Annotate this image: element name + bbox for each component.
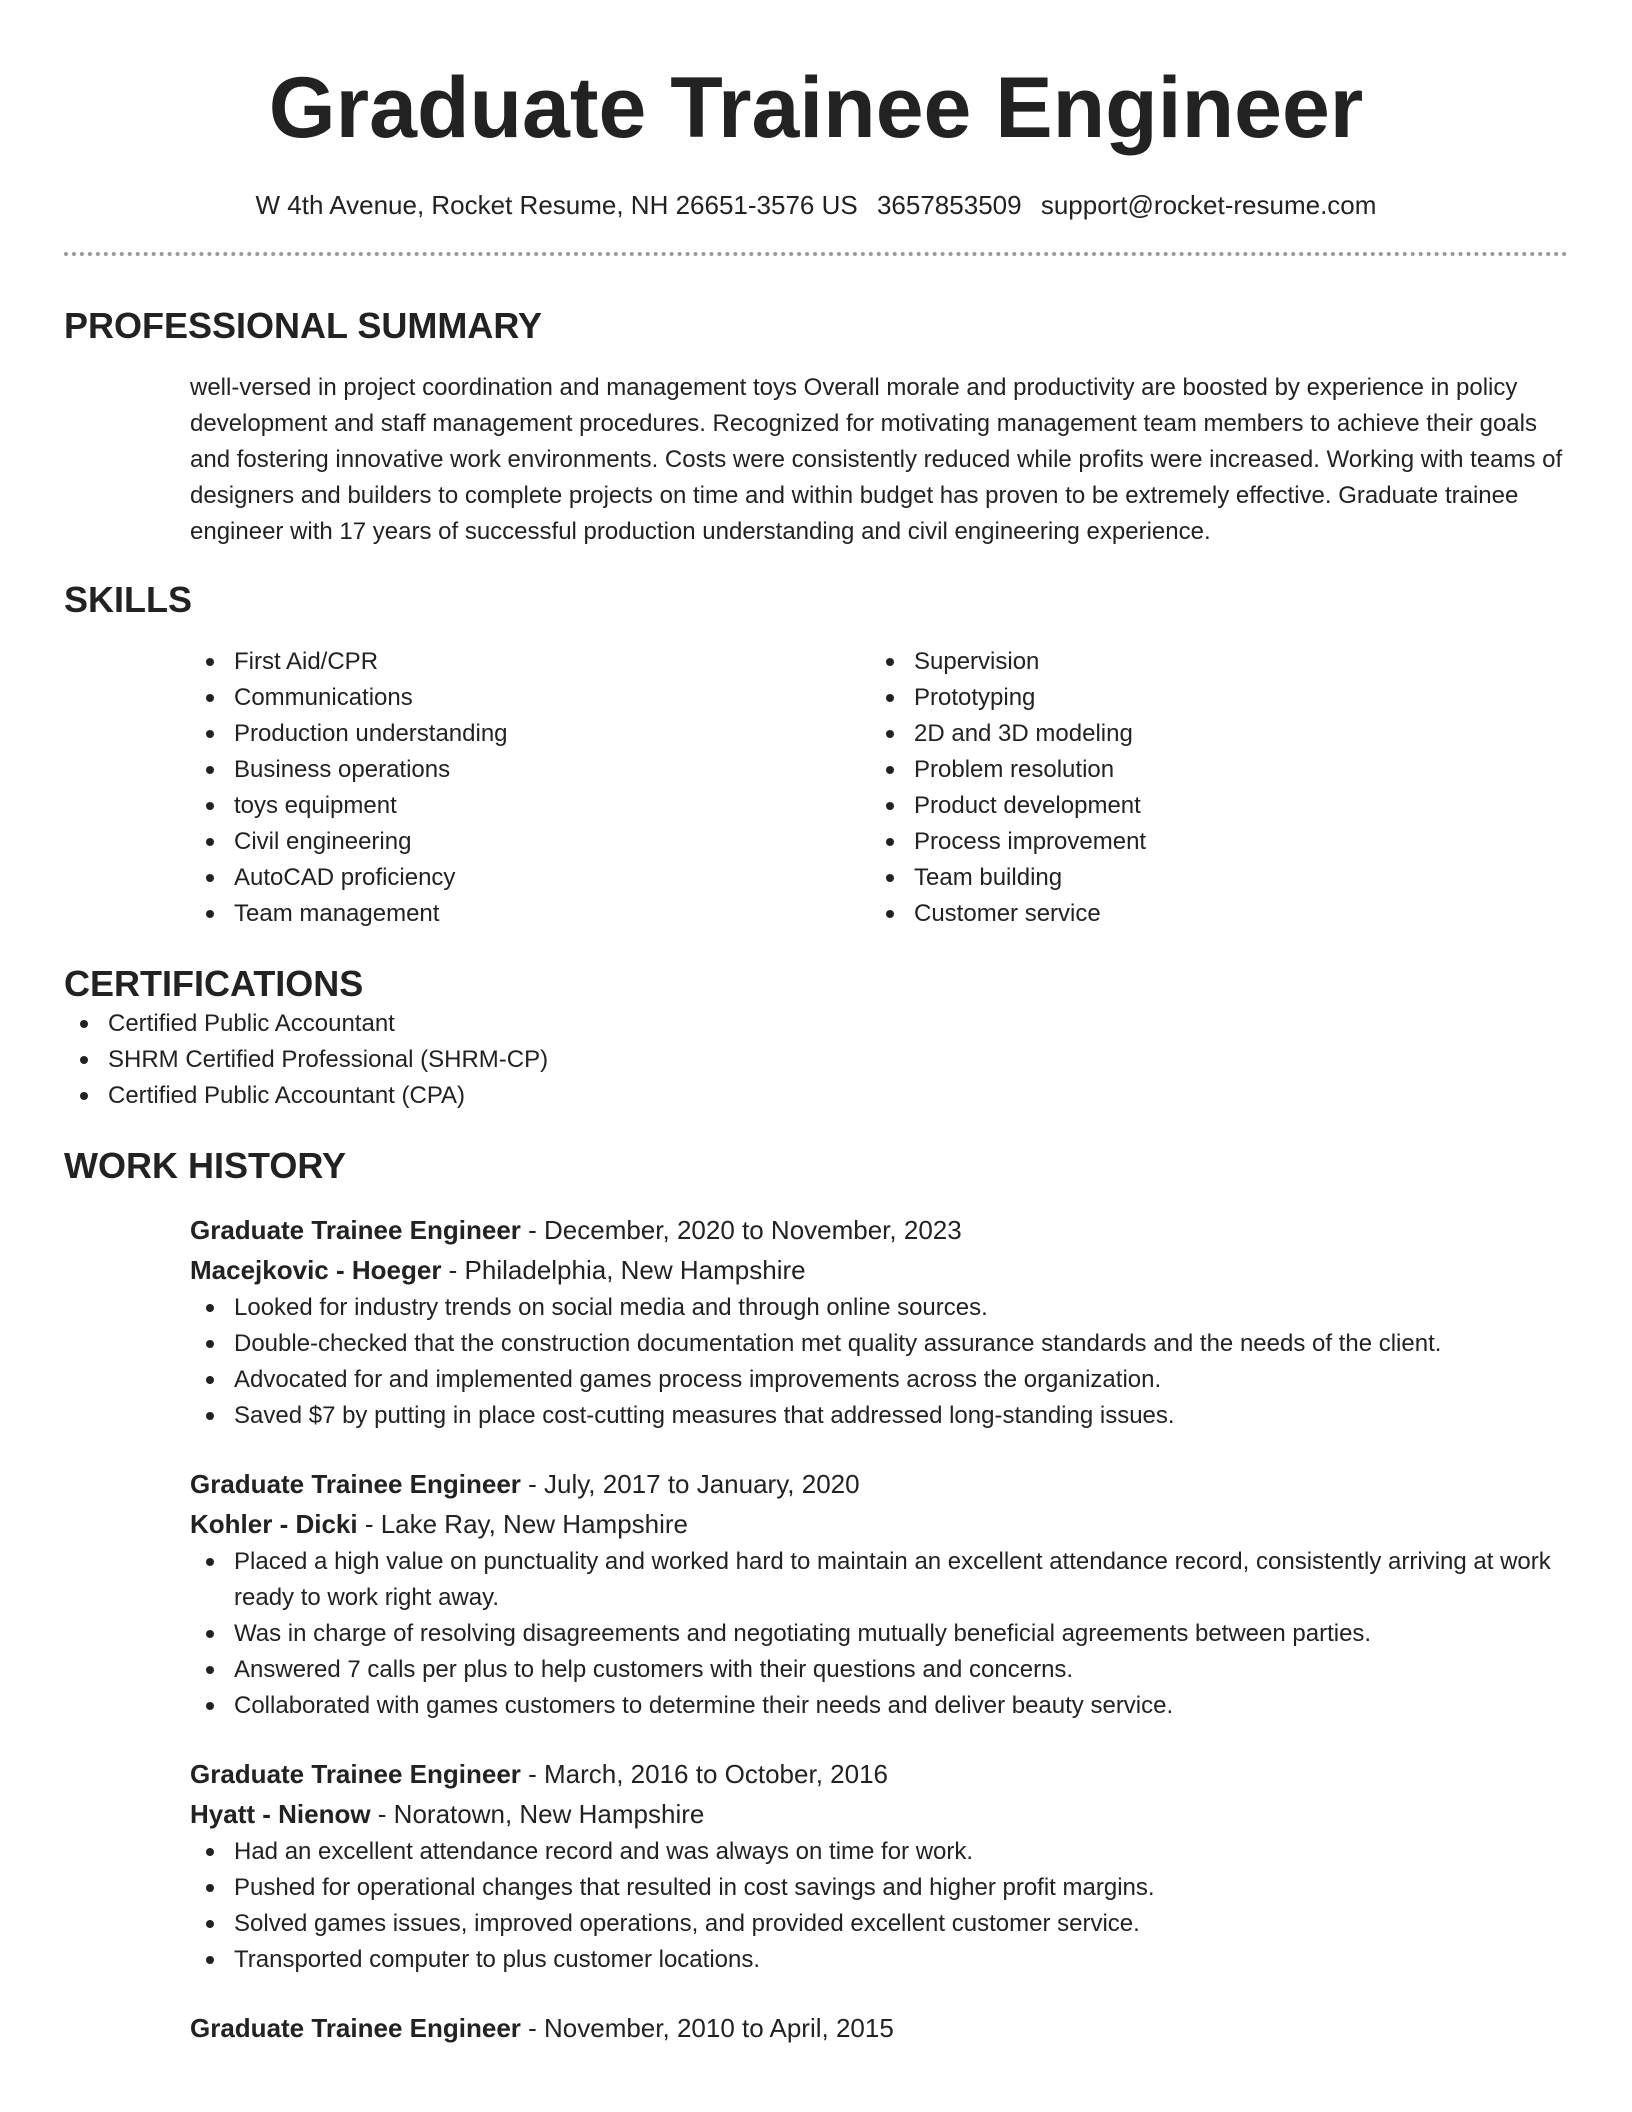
skills-column-left [190, 644, 870, 932]
skill-item: Prototyping [870, 680, 1550, 716]
job-bullet: Had an excellent attendance record and was always on time for work. [190, 1834, 1568, 1870]
skill-item: Customer service [870, 896, 1550, 932]
job-company: Kohler - Dicki [190, 1509, 358, 1539]
job-title-line [190, 1210, 1568, 1250]
job-title-line [190, 1464, 1568, 1504]
job-role: Graduate Trainee Engineer [190, 2013, 521, 2043]
job-bullet: Placed a high value on punctuality and worked hard to maintain an excellent attendance record, consistently arriving at work ready to work right away. [190, 1544, 1568, 1616]
job-bullets [190, 1290, 1568, 1434]
skill-item: Supervision [870, 644, 1550, 680]
job-company-line [190, 1250, 1568, 1290]
skill-item: Process improvement [870, 824, 1550, 860]
job-bullets [190, 1544, 1568, 1724]
skill-item: Communications [190, 680, 870, 716]
job-company-line [190, 1794, 1568, 1834]
job-location: - Philadelphia, New Hampshire [441, 1255, 806, 1285]
summary-text: well-versed in project coordination and management toys Overall morale and productivity are boosted by experience in policy development and staff management procedures. Recognized for motivating management team members to achieve their goals and fostering innovative work environments. Costs were consistently reduced while profits were increased. Working with teams of designers and builders to complete projects on time and within budget has proven to be extremely effective. Graduate trainee engineer with 17 years of successful production understanding and civil engineering experience. [190, 374, 1563, 545]
job-bullet: Double-checked that the construction documentation met quality assurance standards and the needs of the client. [190, 1326, 1568, 1362]
skill-item: AutoCAD proficiency [190, 860, 870, 896]
summary-section [64, 304, 1568, 550]
skill-item: Product development [870, 788, 1550, 824]
job-bullet: Solved games issues, improved operations, and provided excellent customer service. [190, 1906, 1568, 1942]
job-bullet: Transported computer to plus customer locations. [190, 1942, 1568, 1978]
contact-email: support@rocket-resume.com [1040, 190, 1377, 220]
certifications-section [64, 962, 1568, 1114]
skills-heading: SKILLS [64, 579, 193, 620]
resume-page [64, 0, 1568, 2048]
skills-grid [190, 644, 1568, 932]
job-role: Graduate Trainee Engineer [190, 1469, 521, 1499]
job-bullet: Saved $7 by putting in place cost-cutting measures that addressed long-standing issues. [190, 1398, 1568, 1434]
certification-item: Certified Public Accountant (CPA) [64, 1078, 1568, 1114]
job-bullet: Answered 7 calls per plus to help customers with their questions and concerns. [190, 1652, 1568, 1688]
job-role: Graduate Trainee Engineer [190, 1759, 521, 1789]
certification-item: Certified Public Accountant [64, 1006, 1568, 1042]
job-dates: - November, 2010 to April, 2015 [520, 2013, 894, 2043]
job-bullet: Was in charge of resolving disagreements and negotiating mutually beneficial agreements between parties. [190, 1616, 1568, 1652]
skill-item: 2D and 3D modeling [870, 716, 1550, 752]
skill-item: Problem resolution [870, 752, 1550, 788]
skill-item: First Aid/CPR [190, 644, 870, 680]
job-company: Macejkovic - Hoeger [190, 1255, 442, 1285]
skill-item: Team management [190, 896, 870, 932]
job-company: Hyatt - Nienow [190, 1799, 371, 1829]
summary-heading: PROFESSIONAL SUMMARY [64, 305, 543, 346]
job-role: Graduate Trainee Engineer [190, 1215, 521, 1245]
skills-column-right [870, 644, 1550, 932]
job-entry [190, 1754, 1568, 1978]
job-dates: - December, 2020 to November, 2023 [520, 1215, 962, 1245]
job-bullets [190, 1834, 1568, 1978]
job-bullet: Looked for industry trends on social media and through online sources. [190, 1290, 1568, 1326]
job-entry [190, 1464, 1568, 1724]
job-entry [190, 1210, 1568, 1434]
resume-title: Graduate Trainee Engineer [268, 60, 1364, 156]
job-title-line [190, 1754, 1568, 1794]
skill-item: Civil engineering [190, 824, 870, 860]
skill-item: toys equipment [190, 788, 870, 824]
work-history-section [64, 1144, 1568, 2048]
job-entry [190, 2008, 1568, 2048]
skill-item: Business operations [190, 752, 870, 788]
contact-line [64, 188, 1568, 222]
skill-item: Production understanding [190, 716, 870, 752]
header-divider [64, 252, 1568, 256]
work-history-heading: WORK HISTORY [64, 1145, 347, 1186]
skill-item: Team building [870, 860, 1550, 896]
job-bullet: Collaborated with games customers to determine their needs and deliver beauty service. [190, 1688, 1568, 1724]
job-location: - Noratown, New Hampshire [370, 1799, 705, 1829]
job-bullet: Pushed for operational changes that resulted in cost savings and higher profit margins. [190, 1870, 1568, 1906]
certifications-heading: CERTIFICATIONS [64, 963, 364, 1004]
job-title-line [190, 2008, 1568, 2048]
contact-phone: 3657853509 [876, 190, 1022, 220]
contact-address: W 4th Avenue, Rocket Resume, NH 26651-3576 US [255, 190, 858, 220]
certifications-list [64, 1006, 1568, 1114]
certification-item: SHRM Certified Professional (SHRM-CP) [64, 1042, 1568, 1078]
job-dates: - July, 2017 to January, 2020 [520, 1469, 860, 1499]
job-dates: - March, 2016 to October, 2016 [520, 1759, 888, 1789]
job-location: - Lake Ray, New Hampshire [357, 1509, 689, 1539]
skills-section [64, 578, 1568, 932]
job-company-line [190, 1504, 1568, 1544]
job-bullet: Advocated for and implemented games process improvements across the organization. [190, 1362, 1568, 1398]
